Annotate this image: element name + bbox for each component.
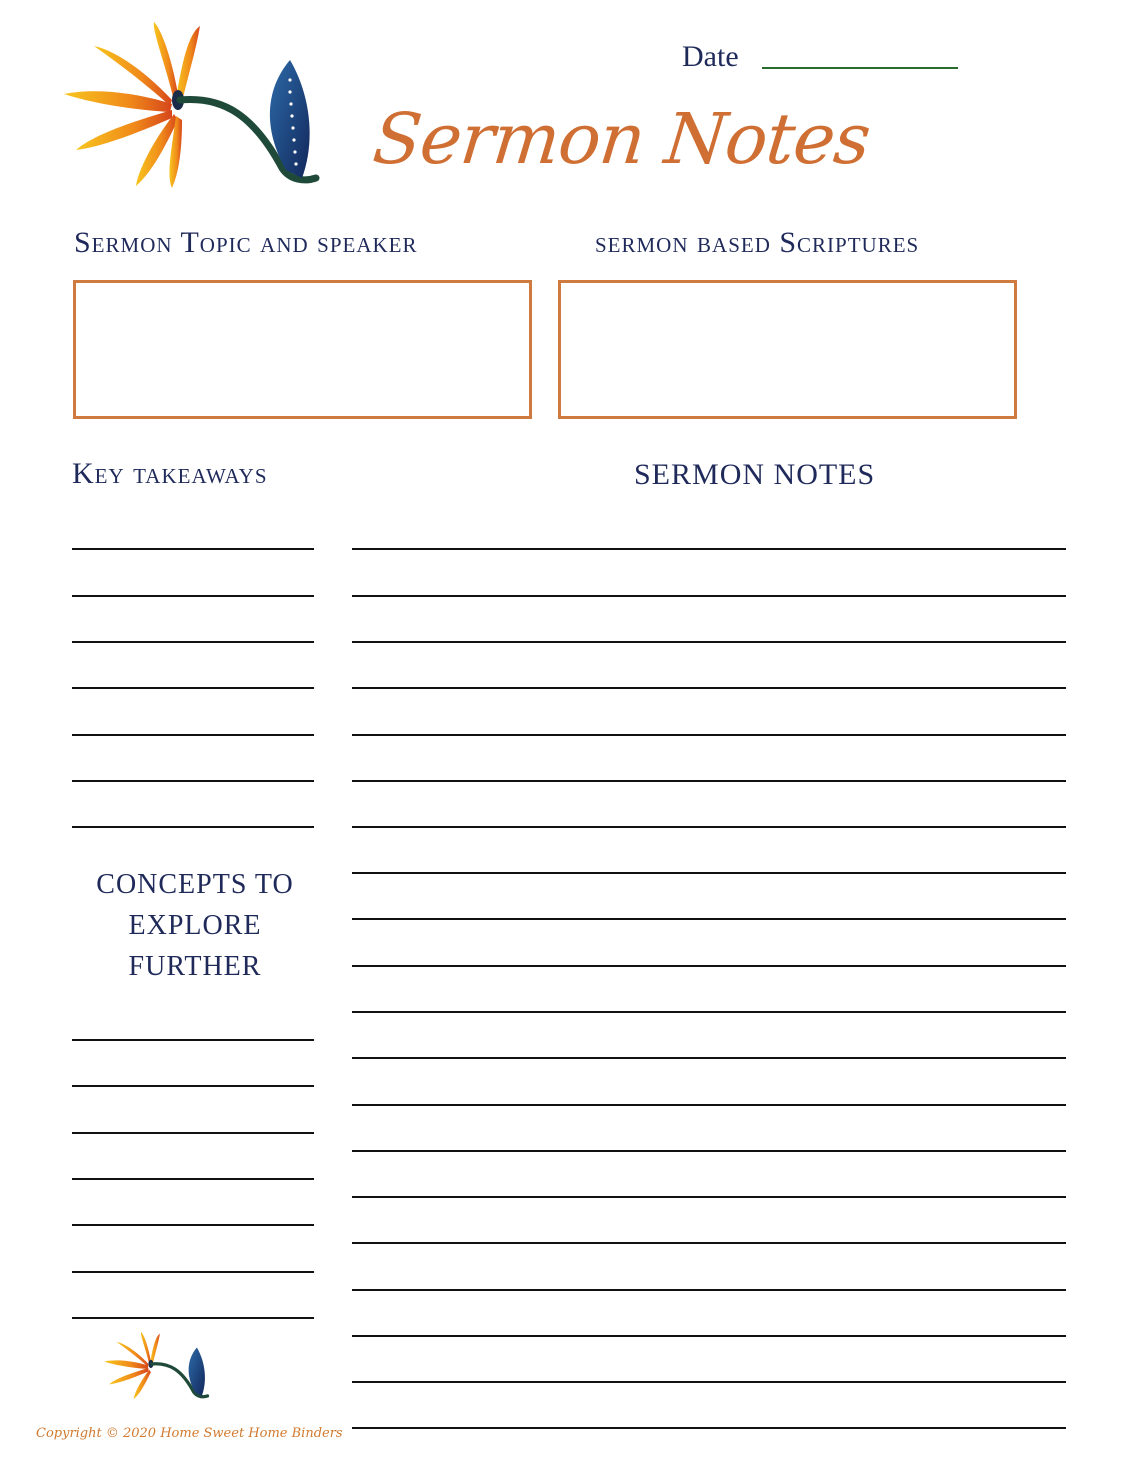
topic-speaker-box (73, 280, 532, 419)
writing-line (352, 1381, 1066, 1383)
concepts-line-3: FURTHER (128, 951, 262, 982)
writing-line (72, 1271, 314, 1273)
topic-speaker-heading: Sermon Topic and speaker (74, 226, 418, 259)
page-title: Sermon Notes (369, 98, 874, 180)
writing-line (352, 734, 1066, 736)
writing-line (352, 1104, 1066, 1106)
writing-line (352, 1011, 1066, 1013)
writing-line (352, 1427, 1066, 1429)
writing-line (352, 1335, 1066, 1337)
writing-line (72, 595, 314, 597)
concepts-line-1: CONCEPTS TO (96, 869, 294, 900)
flower-illustration (54, 20, 322, 190)
writing-line (72, 1224, 314, 1226)
writing-line (352, 872, 1066, 874)
writing-line (352, 826, 1066, 828)
writing-line (72, 1039, 314, 1041)
writing-line (352, 1057, 1066, 1059)
date-label: Date (682, 40, 739, 73)
writing-line (352, 918, 1066, 920)
writing-line (352, 965, 1066, 967)
key-takeaways-heading: Key takeaways (72, 457, 268, 490)
writing-line (72, 780, 314, 782)
writing-line (72, 548, 314, 550)
writing-line (72, 826, 314, 828)
concepts-line-2: EXPLORE (128, 910, 262, 941)
writing-line (352, 1289, 1066, 1291)
writing-line (72, 1085, 314, 1087)
copyright-text: Copyright © 2020 Home Sweet Home Binders (36, 1426, 343, 1441)
scriptures-box (558, 280, 1017, 419)
writing-line (72, 734, 314, 736)
small-flower-illustration (100, 1322, 210, 1410)
writing-line (72, 641, 314, 643)
writing-line (72, 1317, 314, 1319)
writing-line (352, 548, 1066, 550)
writing-line (352, 780, 1066, 782)
sermon-notes-heading: SERMON NOTES (634, 458, 876, 491)
writing-line (72, 1178, 314, 1180)
writing-line (352, 1242, 1066, 1244)
writing-line (352, 595, 1066, 597)
scriptures-heading: sermon based Scriptures (595, 226, 920, 259)
writing-line (352, 687, 1066, 689)
writing-line (352, 1150, 1066, 1152)
writing-line (72, 1132, 314, 1134)
concepts-heading (72, 864, 318, 987)
writing-line (352, 641, 1066, 643)
writing-line (72, 687, 314, 689)
writing-line (352, 1196, 1066, 1198)
date-line (762, 67, 958, 69)
